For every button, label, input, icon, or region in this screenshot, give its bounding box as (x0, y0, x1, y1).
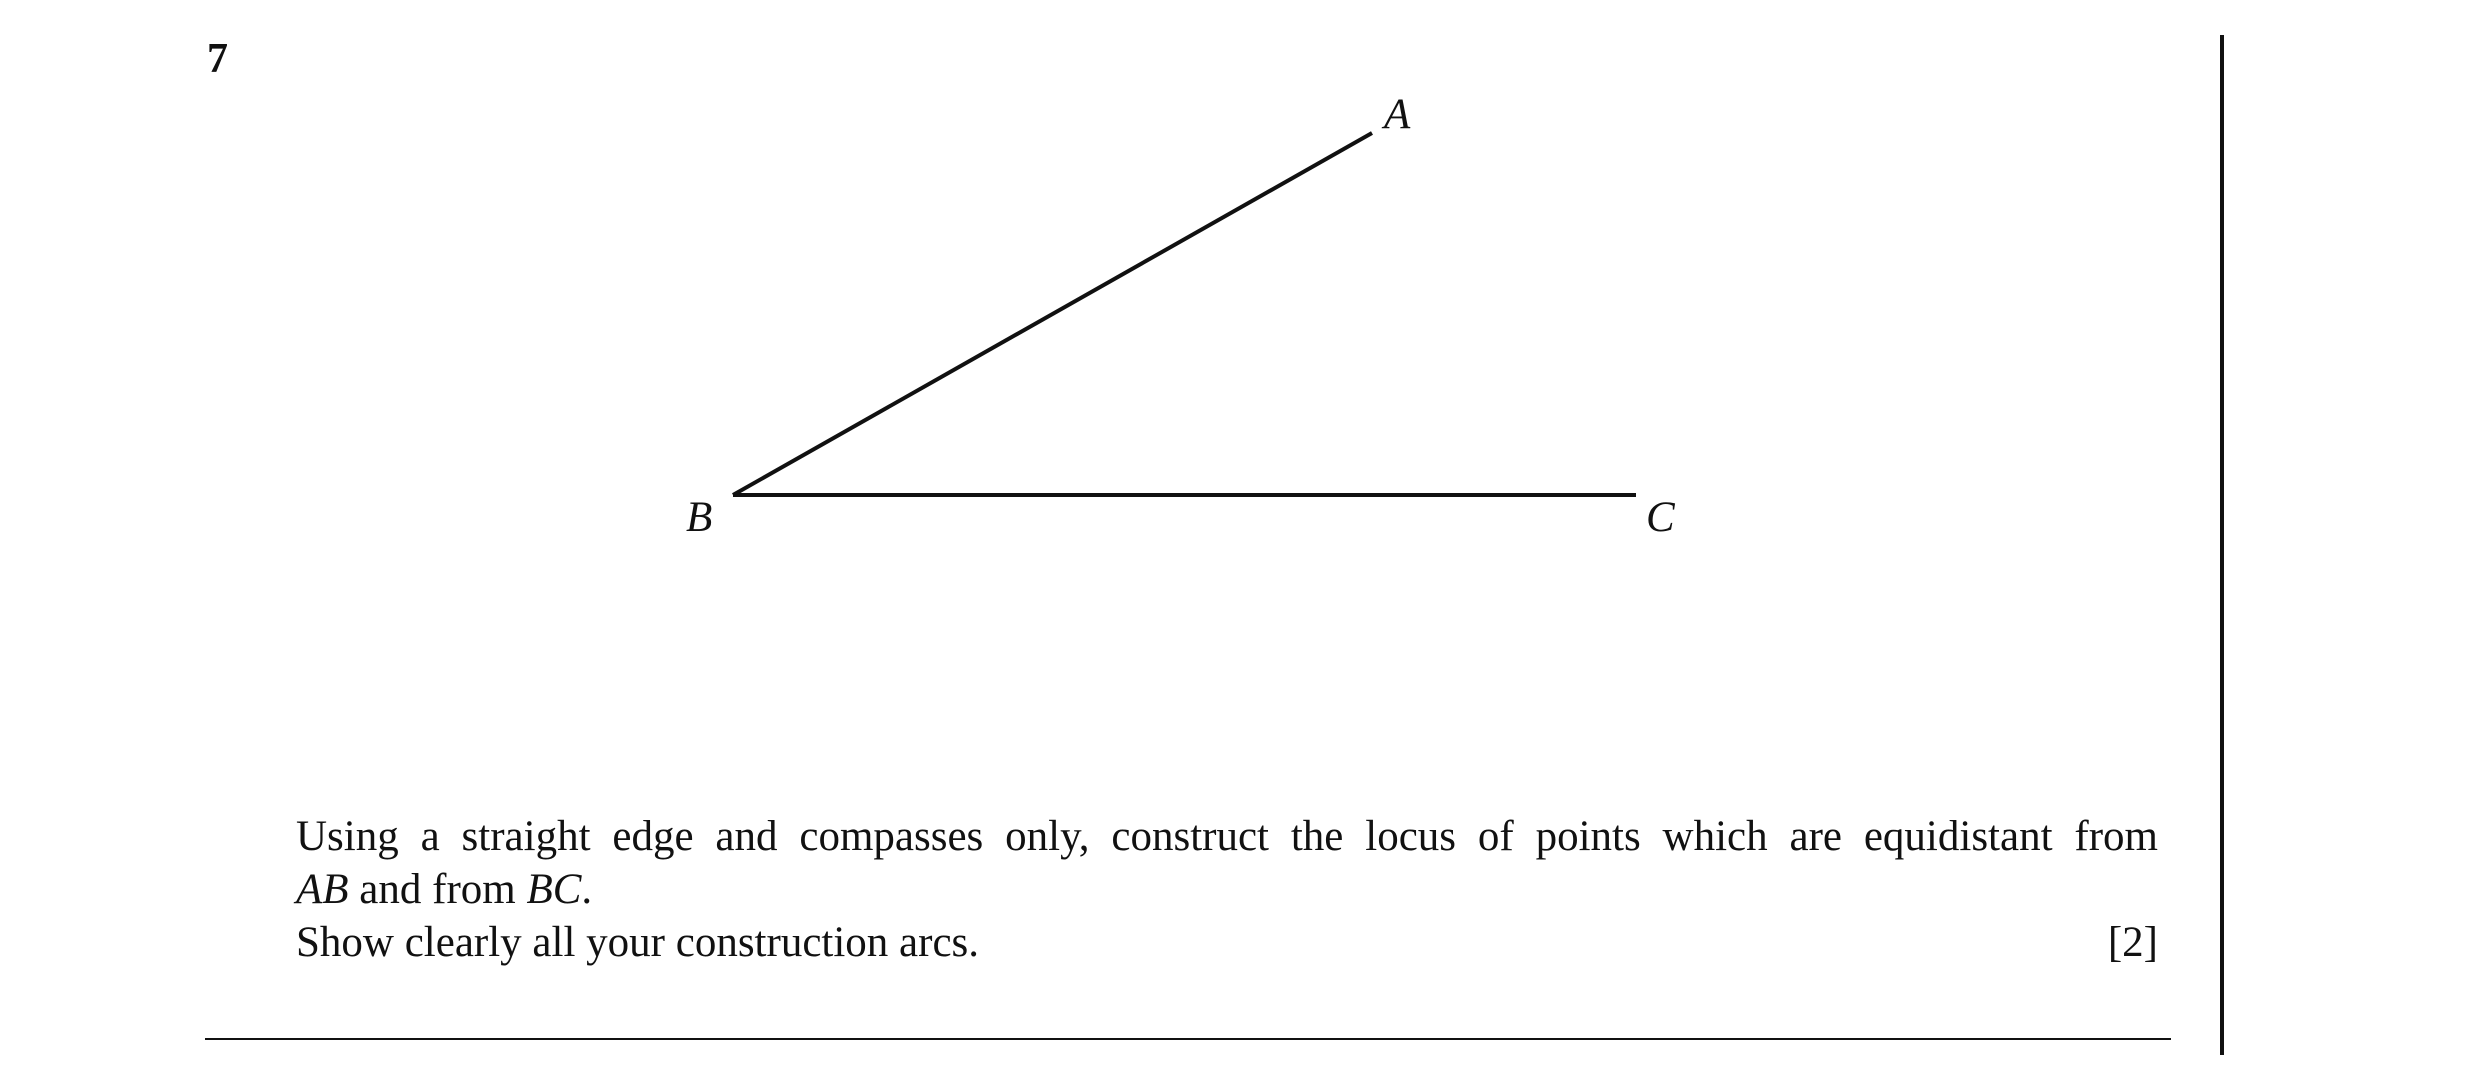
instruction-text: Show clearly all your construction arcs. (296, 919, 980, 966)
segment-ref-ab: AB (296, 866, 349, 913)
point-label-a: A (1384, 91, 1411, 138)
sentence-period: . (581, 866, 593, 913)
question-number: 7 (207, 36, 228, 82)
point-label-b: B (686, 494, 713, 541)
bottom-rule (205, 1038, 2171, 1040)
segment-ref-bc: BC (526, 866, 582, 913)
question-text (296, 810, 2158, 969)
connector-text: and from (348, 866, 527, 913)
question-line-2 (296, 863, 2158, 916)
question-line-1: Using a straight edge and compasses only, construct the locus of points which are equidistant from (296, 813, 2158, 860)
margin-rule (2220, 35, 2224, 1055)
segment-ab (733, 133, 1372, 495)
point-label-c: C (1646, 494, 1675, 541)
question-line-3 (296, 916, 2158, 969)
marks-label: [2] (2107, 919, 2158, 966)
